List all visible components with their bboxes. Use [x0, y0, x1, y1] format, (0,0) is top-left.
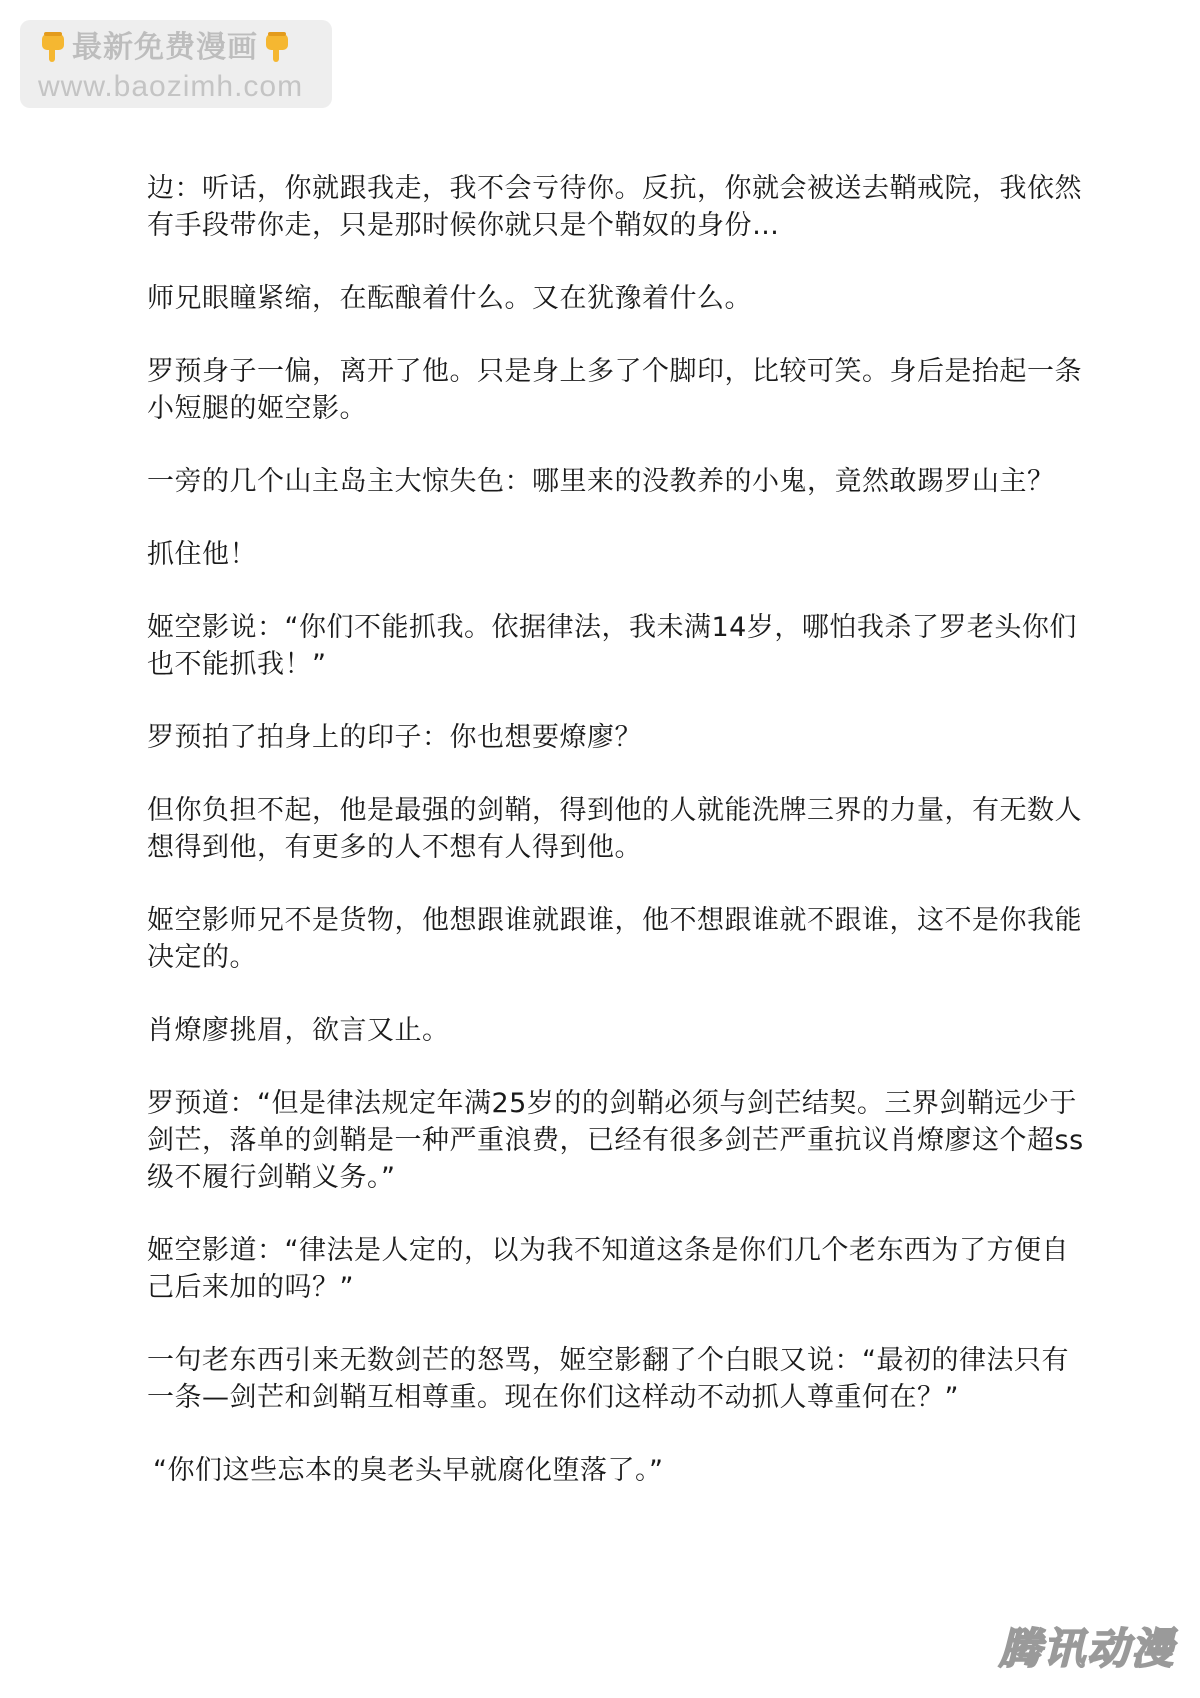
- paragraph: 姬空影道：“律法是人定的，以为我不知道这条是你们几个老东西为了方便自己后来加的吗？”: [147, 1235, 1069, 1303]
- badge-url: www.baozimh.com: [38, 70, 304, 103]
- chapter-text: [147, 170, 1087, 1525]
- paragraph: 罗预拍了拍身上的印子：你也想要燎廖？: [147, 722, 642, 753]
- badge-title-row: [38, 30, 332, 66]
- paragraph: 姬空影师兄不是货物，他想跟谁就跟谁，他不想跟谁就不跟谁，这不是你我能决定的。: [147, 905, 1082, 973]
- paragraph: 一句老东西引来无数剑芒的怒骂，姬空影翻了个白眼又说：“最初的律法只有一条—剑芒和剑鞘互相尊重。现在你们这样动不动抓人尊重何在？”: [147, 1345, 1069, 1413]
- paragraph: 姬空影说：“你们不能抓我。依据律法，我未满14岁，哪怕我杀了罗老头你们也不能抓我！”: [147, 612, 1077, 680]
- paragraph: 一旁的几个山主岛主大惊失色：哪里来的没教养的小鬼，竟然敢踢罗山主？: [147, 466, 1055, 497]
- paragraph: 罗预身子一偏，离开了他。只是身上多了个脚印，比较可笑。身后是抬起一条小短腿的姬空影。: [147, 356, 1082, 424]
- tencent-comic-watermark: [992, 1620, 1182, 1678]
- paragraph: 师兄眼瞳紧缩，在酝酿着什么。又在犹豫着什么。: [147, 283, 752, 314]
- pointing-down-hand-icon: [262, 32, 292, 64]
- paragraph: 但你负担不起，他是最强的剑鞘，得到他的人就能洗牌三界的力量，有无数人想得到他，有更多的人不想有人得到他。: [147, 795, 1082, 863]
- pointing-down-hand-icon: [38, 32, 68, 64]
- paragraph: 肖燎廖挑眉，欲言又止。: [147, 1015, 450, 1046]
- site-badge: [20, 20, 332, 108]
- paragraph: 边：听话，你就跟我走，我不会亏待你。反抗，你就会被送去鞘戒院，我依然有手段带你走，只是那时候你就只是个鞘奴的身份…: [147, 173, 1082, 241]
- badge-title: 最新免费漫画: [72, 30, 258, 65]
- paragraph: 罗预道：“但是律法规定年满25岁的的剑鞘必须与剑芒结契。三界剑鞘远少于剑芒，落单的剑鞘是一种严重浪费，已经有很多剑芒严重抗议肖燎廖这个超ss级不履行剑鞘义务。”: [147, 1088, 1084, 1193]
- paragraph: 抓住他！: [147, 539, 257, 570]
- paragraph: “你们这些忘本的臭老头早就腐化堕落了。”: [153, 1455, 664, 1486]
- watermark-logo-text: 腾讯动漫: [998, 1624, 1175, 1673]
